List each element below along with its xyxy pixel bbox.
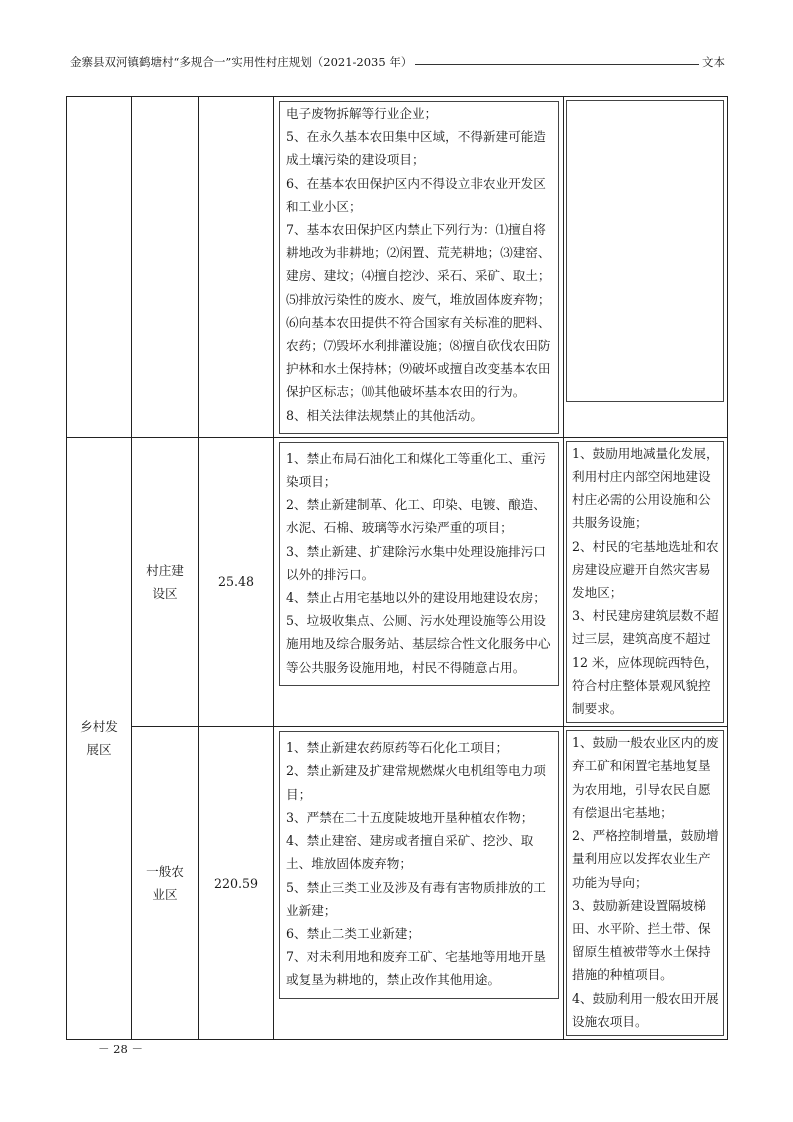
zoning-control-table	[66, 96, 728, 1040]
subzone-name: 一般农业区	[146, 863, 184, 903]
guidance-list	[566, 441, 724, 723]
guidance-cell	[564, 97, 728, 438]
header-dash-line	[415, 64, 699, 65]
subzone-name: 村庄建设区	[146, 562, 184, 602]
prohibitions-list	[279, 101, 559, 434]
list-item: 2、禁止新建及扩建常规燃煤火电机组等电力项目；	[286, 763, 546, 802]
guidance-cell	[564, 437, 728, 726]
list-item: 5、垃圾收集点、公厕、污水处理设施等公用设施用地及综合服务站、基层综合性文化服务中心等公共服务设施用地，村民不得随意占用。	[286, 613, 551, 675]
list-item: 1、禁止布局石油化工和煤化工等重化工、重污染项目；	[286, 450, 546, 490]
list-item: 1、鼓励一般农业区内的废弃工矿和闲置宅基地复垦为农用地，引导农民自愿有偿退出宅基地；	[572, 735, 719, 820]
list-item: 3、鼓励新建设置隔坡梯田、水平阶、拦土带、保留原生植被带等水土保持措施的种植项目。	[572, 897, 711, 983]
zone-cell	[67, 437, 132, 1039]
area-cell-empty	[199, 97, 274, 438]
prohibitions-list	[279, 731, 559, 998]
prohibitions-cell	[274, 97, 564, 438]
list-item: 2、村民的宅基地选址和农房建设应避开自然灾害易发地区；	[572, 538, 719, 601]
area-cell	[199, 437, 274, 726]
subzone-cell	[132, 727, 199, 1040]
table-row-general-agriculture	[67, 727, 728, 1040]
area-value: 25.48	[217, 574, 255, 590]
zone-cell-empty	[67, 97, 132, 438]
page-number: － 28 －	[98, 1042, 143, 1056]
list-item: 3、严禁在二十五度陡坡地开垦种植农作物；	[286, 809, 534, 825]
list-item: 7、对未利用地和废弃工矿、宅基地等用地开垦或复垦为耕地的，禁止改作其他用途。	[286, 949, 546, 988]
list-item: 3、村民建房建筑层数不超过三层，建筑高度不超过 12 米，应体现皖西特色，符合村庄整体景观风貌控制要求。	[572, 608, 719, 717]
list-item: 7、基本农田保护区内禁止下列行为：⑴擅自将耕地改为非耕地；⑵闲置、荒芜耕地；⑶建窑、建房、建坟；⑷擅自挖沙、采石、采矿、取土；⑸排放污染性的废水、废气，堆放固体废弃物；⑹向基本农田提供不符合国家有关标准的肥料、农药；⑺毁坏水利排灌设施；⑻擅自砍伐农田防护林和水土保持林；⑼破坏或擅自改变基本农田保护区标志；⑽其他破坏基本农田的行为。	[286, 222, 551, 400]
list-item: 4、鼓励利用一般农田开展设施农项目。	[572, 990, 719, 1029]
prohibitions-cell	[274, 437, 564, 726]
prohibitions-cell	[274, 727, 564, 1040]
list-item: 4、禁止占用宅基地以外的建设用地建设农房；	[286, 590, 546, 606]
list-item: 1、禁止新建农药原药等石化化工项目；	[286, 740, 509, 756]
list-item: 6、在基本农田保护区内不得设立非农业开发区和工业小区；	[286, 175, 546, 214]
prohibitions-list	[279, 442, 559, 686]
zone-name: 乡村发展区	[80, 719, 118, 758]
area-value: 220.59	[213, 875, 259, 891]
list-item: 5、禁止三类工业及涉及有毒有害物质排放的工业新建；	[286, 879, 546, 918]
page-header	[70, 54, 725, 70]
list-item: 1、鼓励用地减量化发展，利用村庄内部空闲地建设村庄必需的公用设施和公共服务设施；	[572, 445, 719, 531]
list-item: 5、在永久基本农田集中区域，不得新建可能造成土壤污染的建设项目；	[286, 129, 546, 168]
table-row-continued	[67, 97, 728, 438]
table-row-village-construction	[67, 437, 728, 726]
list-item: 4、禁止建窑、建房或者擅自采矿、挖沙、取土、堆放固体废弃物；	[286, 833, 534, 872]
list-item: 8、相关法律法规禁止的其他活动。	[286, 407, 483, 423]
subzone-cell-empty	[132, 97, 199, 438]
list-item: 2、禁止新建制革、化工、印染、电镀、酿造、水泥、石棉、玻璃等水污染严重的项目；	[286, 497, 546, 536]
guidance-list	[566, 730, 724, 1036]
document-type-label: 文本	[702, 55, 725, 69]
subzone-cell	[132, 437, 199, 726]
list-item: 电子废物拆解等行业企业；	[286, 106, 438, 121]
list-item: 3、禁止新建、扩建除污水集中处理设施排污口以外的排污口。	[286, 543, 546, 582]
area-cell	[199, 727, 274, 1040]
guidance-empty-box	[566, 100, 724, 402]
guidance-cell	[564, 727, 728, 1040]
document-title: 金寨县双河镇鹤塘村“多规合一”实用性村庄规划（2021-2035 年）	[70, 55, 413, 69]
list-item: 6、禁止二类工业新建；	[286, 925, 420, 941]
list-item: 2、严格控制增量，鼓励增量利用应以发挥农业生产功能为导向；	[572, 828, 719, 890]
